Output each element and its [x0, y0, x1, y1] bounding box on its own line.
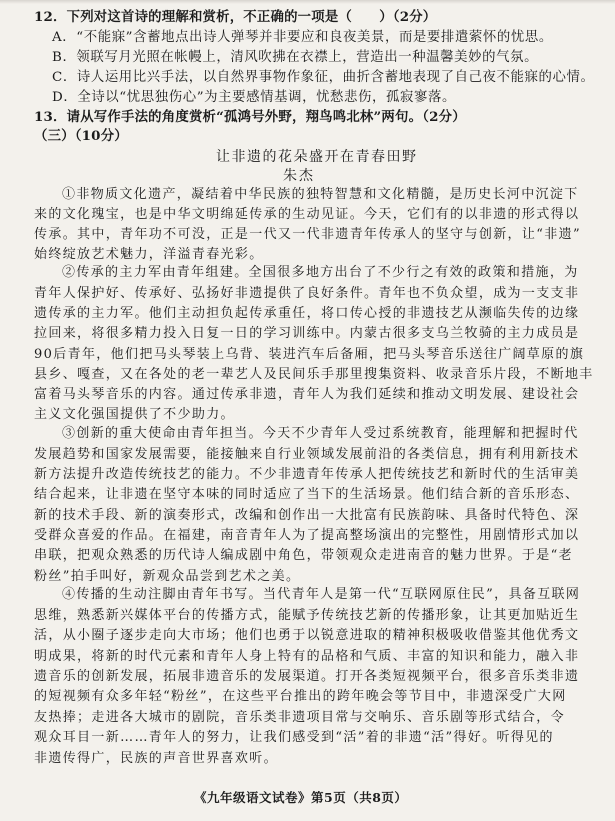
article-line: 主义文化强国提供了不少助力。: [34, 407, 235, 422]
article-line: 传承。其中，青年功不可没，正是一代又一代非遗青年传承人的坚守与创新，让“非遗”: [34, 227, 581, 242]
question-13-stem: 13．请从写作手法的角度赏析“孤鸿号外野，翔鸟鸣北林”两句。（2分）: [34, 109, 466, 125]
article-line: 新方法提升改造传统技艺的能力。不少非遗青年传承人把传统技艺和新时代的生活审美: [34, 467, 580, 482]
article-line: 观众耳目一新……青年人的努力，让我们感受到“活”着的非遗“活”得好。听得见的: [34, 730, 554, 745]
article-line: ④传播的生动注脚由青年书写。当代青年人是第一代“互联网原住民”，具备互联网: [62, 587, 581, 602]
article-line: 结合起来，让非遗在坚守本味的同时适应了当下的生活场景。他们结合新的音乐形态、: [34, 487, 580, 502]
article-line: 遗传承的主力军。他们主动担负起传承重任，将口传心授的非遗技艺从濒临失传的边缘: [34, 306, 580, 321]
scan-edge: [0, 0, 615, 4]
article-line: 发展趋势和国家发展需要，能接触来自行业领域发展前沿的各类信息，拥有利用新技术: [34, 447, 580, 462]
article-line: 友热捧；走进各大城市的剧院，音乐类非遗项目常与交响乐、音乐剧等形式结合，令: [34, 710, 565, 725]
article-line: 串联，把观众熟悉的历代诗人编成剧中角色，带领观众走进南音的魅力世界。于是“老: [34, 548, 573, 563]
article-line: ②传承的主力军由青年组建。全国很多地方出台了不少行之有效的政策和措施，为: [62, 265, 579, 280]
article-line: 明成果，将新的时代元素和青年人身上特有的品格和气质、丰富的知识和能力，融入非: [34, 649, 580, 664]
article-title: 让非遗的花朵盛开在青春田野: [216, 149, 418, 165]
question-12-stem: 12．下列对这首诗的理解和赏析，不正确的一项是（ ）（2分）: [34, 9, 437, 25]
article-line: ③创新的重大使命由青年担当。今天不少青年人受过系统教育，能理解和把握时代: [62, 426, 579, 441]
article-author: 朱杰: [283, 168, 315, 184]
article-line: 始终绽放艺术魅力，洋溢青春光彩。: [34, 247, 264, 262]
question-12-option-d: D．全诗以“忧思独伤心”为主要感情基调，忧愁悲伤，孤寂寥落。: [52, 90, 456, 105]
article-line: 新的技术手段、新的演奏形式，改编和创作出一大批富有民族韵味、具备时代特色、深: [34, 508, 580, 523]
page-footer: 《九年级语文试卷》第5页（共8页）: [194, 790, 408, 805]
question-12-option-a: A．“不能寐”含蓄地点出诗人弹琴并非要应和良夜美景，而是要排遣萦怀的忧思。: [52, 30, 553, 45]
question-12-option-b: B．领联写月光照在帐幔上，清风吹拂在衣襟上，营造出一种温馨美妙的气氛。: [52, 50, 539, 65]
article-line: 青年人保护好、传承好、弘扬好非遗提供了良好条件。青年也不负众望，成为一支支非: [34, 286, 580, 301]
article-line: 的短视频有众多年轻“粉丝”，在这些平台推出的跨年晚会等节目中，非遗深受广大网: [34, 689, 567, 704]
article-line: 思维，熟悉新兴媒体平台的传播方式，能赋予传统技艺新的传播形象，让其更加贴近生: [34, 608, 580, 623]
article-line: 拉回来，将很多精力投入日复一日的学习训练中。内蒙古很多支乌兰牧骑的主力成员是: [34, 326, 580, 341]
article-line: 富着马头琴音乐的内容。通过传承非遗，青年人为我们延续和推动文明发展、建设社会: [34, 387, 580, 402]
article-line: 来的文化瑰宝，也是中华文明绵延传承的生动见证。今天，它们有的以非遗的形式得以: [34, 207, 580, 222]
question-12-option-c: C．诗人运用比兴手法，以自然界事物作象征，曲折含蓄地表现了自己夜不能寐的心情。: [52, 70, 595, 85]
article-line: 活，从小圈子逐步走向大市场；他们也勇于以锐意进取的精神积极吸收借鉴其他优秀文: [34, 628, 580, 643]
article-line: 粉丝”拍手叫好，新观众品尝到艺术之美。: [34, 569, 301, 584]
section-three-heading: （三）（10分）: [34, 128, 128, 144]
article-line: 受群众喜爱的作品。在福建，南音青年人为了提高整场演出的完整性，用剧情形式加以: [34, 528, 580, 543]
article-line: 遗音乐的创新发展，拓展非遗音乐的发展渠道。打开各类短视频平台，很多音乐类非遗: [34, 669, 580, 684]
article-line: 非遗传得广，民族的声音世界喜欢听。: [34, 751, 278, 766]
article-line: 90后青年，他们把马头琴装上乌背、装进汽车后备厢，把马头琴音乐送往广阔草原的旗: [34, 347, 585, 362]
article-line: ①非物质文化遗产，凝结着中华民族的独特智慧和文化精髓，是历史长河中沉淀下: [62, 187, 579, 202]
article-line: 县乡、嘎查，又在各处的老一辈艺人及民间乐手那里搜集资料、收录音乐片段，不断地丰: [34, 367, 594, 382]
